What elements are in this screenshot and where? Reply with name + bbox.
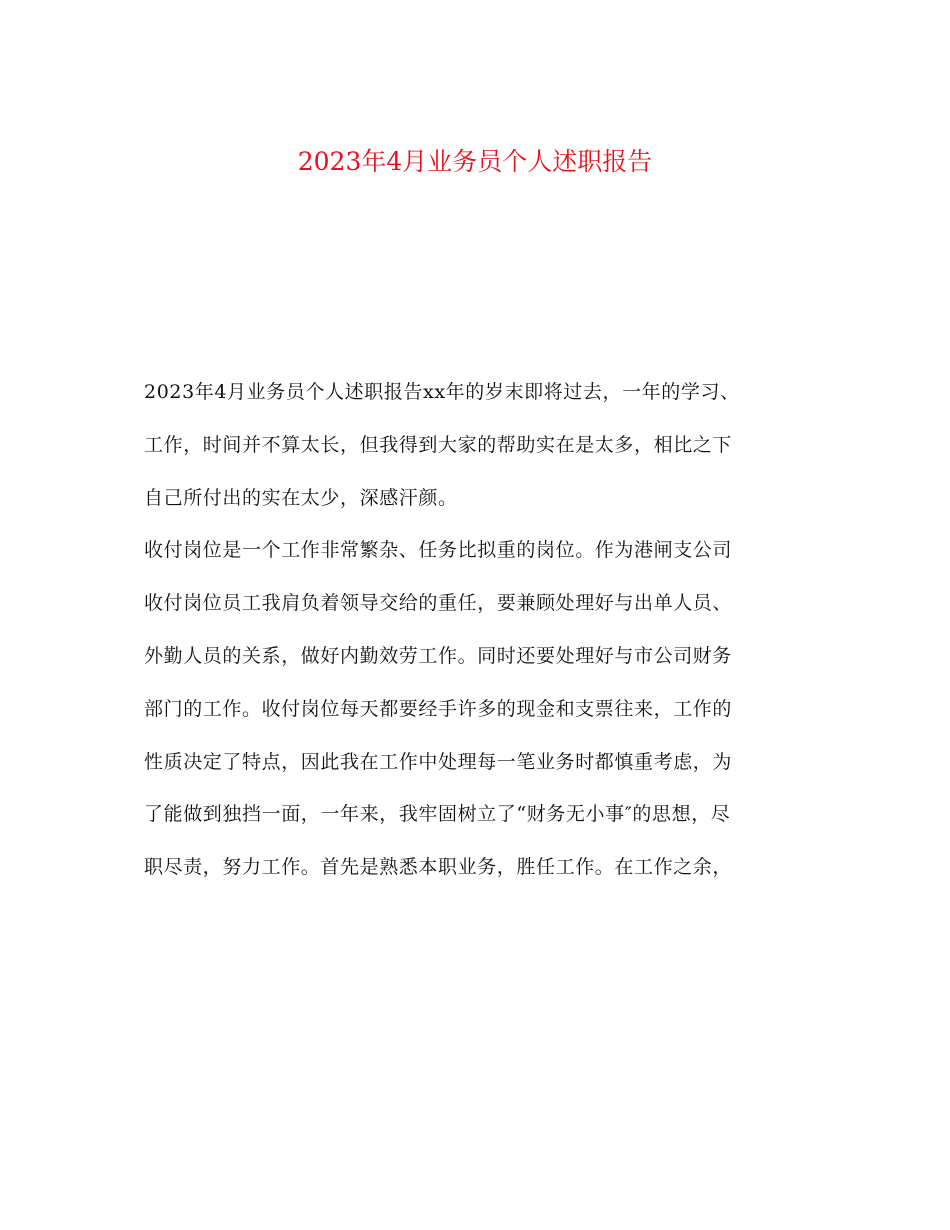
document-body [144,370,812,898]
body-line: 收付岗位员工我肩负着领导交给的重任，要兼顾处理好与出单人员、 [144,592,733,615]
body-line: 部门的工作。收付岗位每天都要经手许多的现金和支票往来，工作的 [144,697,733,720]
document-title: 2023年4月业务员个人述职报告 [297,147,653,176]
body-line: 自己所付出的实在太少，深感汗颜。 [144,486,458,509]
body-line: 职尽责，努力工作。首先是熟悉本职业务，胜任工作。在工作之余， [144,856,733,879]
body-line: 性质决定了特点，因此我在工作中处理每一笔业务时都慎重考虑，为 [144,750,733,773]
body-line: 2023年4月业务员个人述职报告xx年的岁末即将过去，一年的学习、 [144,381,740,403]
body-line: 外勤人员的关系，做好内勤效劳工作。同时还要处理好与市公司财务 [144,644,733,667]
body-line: 工作，时间并不算太长，但我得到大家的帮助实在是太多，相比之下 [144,433,733,456]
body-line: 了能做到独挡一面，一年来，我牢固树立了“财务无小事″的思想，尽 [144,803,731,826]
body-line: 收付岗位是一个工作非常繁杂、任务比拟重的岗位。作为港闸支公司 [144,539,733,562]
